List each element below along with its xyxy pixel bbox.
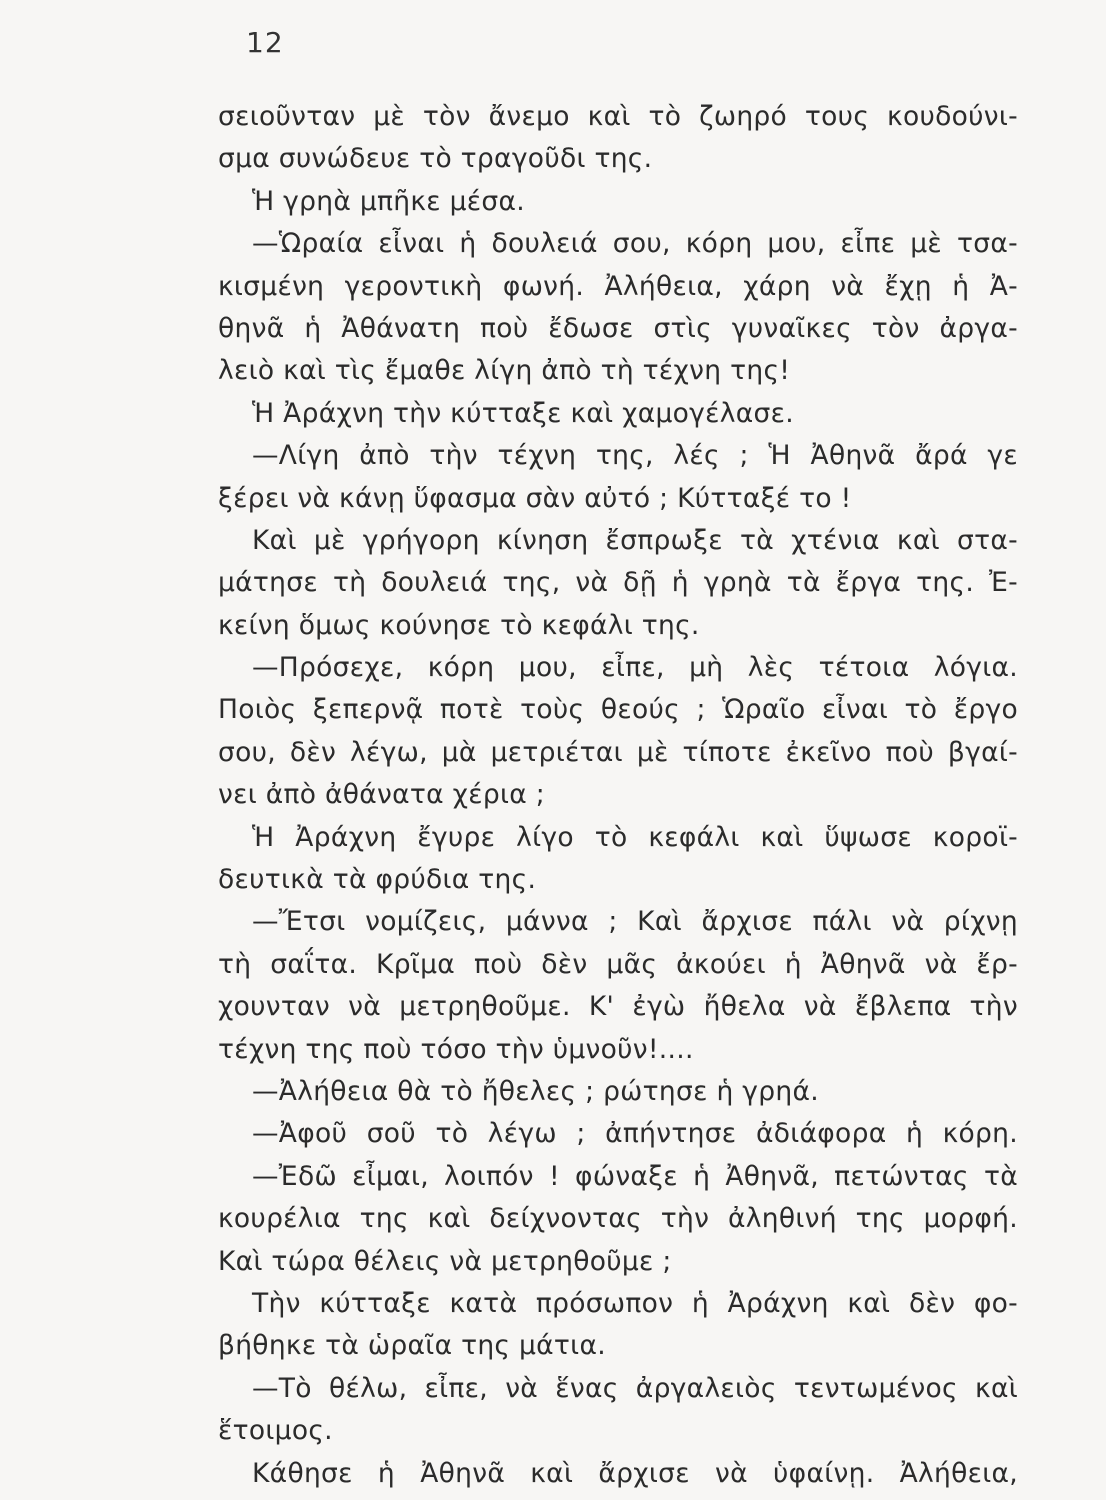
text-line: σειοῦνταν μὲ τὸν ἄνεμο καὶ τὸ ζωηρό τους κουδούνι-	[218, 101, 1018, 132]
text-line: λειὸ καὶ τὶς ἔμαθε λίγη ἀπὸ τὴ τέχνη της!	[218, 355, 791, 387]
text-line: Ἡ γρηὰ μπῆκε μέσα.	[252, 185, 526, 217]
text-line: —Ἐδῶ εἶμαι, λοιπόν ! φώναξε ἡ Ἀθηνᾶ, πετώντας τὰ	[252, 1160, 1018, 1192]
text-line: —Ἀλήθεια θὰ τὸ ἤθελες ; ρώτησε ἡ γρηά.	[252, 1075, 819, 1107]
text-line: κουρέλια της καὶ δείχνοντας τὴν ἀληθινή της μορφή.	[218, 1203, 1018, 1235]
text-line: κισμένη γεροντικὴ φωνή. Ἀλήθεια, χάρη νὰ ἔχῃ ἡ Ἀ-	[218, 270, 1018, 302]
text-line: χουνταν νὰ μετρηθοῦμε. Κ' ἐγὼ ἤθελα νὰ ἔβλεπα τὴν	[218, 991, 1018, 1023]
text-line: ξέρει νὰ κάνῃ ὕφασμα σὰν αὐτό ; Κύτταξέ το !	[218, 482, 852, 514]
text-line: Καὶ μὲ γρήγορη κίνηση ἔσπρωξε τὰ χτένια καὶ στα-	[252, 524, 1018, 556]
text-line: μάτησε τὴ δουλειά της, νὰ δῇ ἡ γρηὰ τὰ ἔργα της. Ἐ-	[218, 567, 1018, 599]
text-line: νει ἀπὸ ἀθάνατα χέρια ;	[218, 779, 545, 811]
text-line: —Τὸ θέλω, εἶπε, νὰ ἕνας ἀργαλειὸς τεντωμένος καὶ	[252, 1372, 1018, 1404]
text-line: βήθηκε τὰ ὡραῖα της μάτια.	[218, 1330, 606, 1362]
text-line: —Πρόσεχε, κόρη μου, εἶπε, μὴ λὲς τέτοια λόγια.	[252, 652, 1018, 684]
text-line: Καὶ τώρα θέλεις νὰ μετρηθοῦμε ;	[218, 1245, 672, 1277]
text-line: ἕτοιμος.	[218, 1415, 333, 1447]
text-line: Ποιὸς ξεπερνᾷ ποτὲ τοὺς θεούς ; Ὡραῖο εἶναι τὸ ἔργο	[218, 694, 1018, 726]
text-line: σμα συνώδευε τὸ τραγοῦδι της.	[218, 143, 653, 175]
text-line: —Λίγη ἀπὸ τὴν τέχνη της, λές ; Ἡ Ἀθηνᾶ ἄρά γε	[252, 440, 1018, 472]
text-line: —Ὡραία εἶναι ἡ δουλειά σου, κόρη μου, εἶπε μὲ τσα-	[252, 228, 1018, 260]
text-line: Ἡ Ἀράχνη τὴν κύτταξε καὶ χαμογέλασε.	[252, 397, 794, 429]
text-line: Ἡ Ἀράχνη ἔγυρε λίγο τὸ κεφάλι καὶ ὕψωσε κοροϊ-	[252, 821, 1018, 853]
text-line: τέχνη της ποὺ τόσο τὴν ὑμνοῦν!....	[218, 1033, 694, 1065]
page-number: 12	[246, 26, 284, 59]
body-text	[218, 96, 1018, 1495]
text-line: σου, δὲν λέγω, μὰ μετριέται μὲ τίποτε ἐκεῖνο ποὺ βγαί-	[218, 736, 1018, 768]
text-line: Τὴν κύτταξε κατὰ πρόσωπον ἡ Ἀράχνη καὶ δὲν φο-	[252, 1287, 1018, 1319]
text-line: —Ἔτσι νομίζεις, μάννα ; Καὶ ἄρχισε πάλι νὰ ρίχνῃ	[252, 906, 1018, 938]
text-line: θηνᾶ ἡ Ἀθάνατη ποὺ ἔδωσε στὶς γυναῖκες τὸν ἀργα-	[218, 312, 1018, 344]
text-line: κείνη ὅμως κούνησε τὸ κεφάλι της.	[218, 609, 700, 641]
text-line: τὴ σαΐτα. Κρῖμα ποὺ δὲν μᾶς ἀκούει ἡ Ἀθηνᾶ νὰ ἔρ-	[218, 948, 1018, 980]
text-line: —Ἀφοῦ σοῦ τὸ λέγω ; ἀπήντησε ἀδιάφορα ἡ κόρη.	[252, 1118, 1018, 1150]
text-line: δευτικὰ τὰ φρύδια της.	[218, 864, 537, 896]
text-line: Κάθησε ἡ Ἀθηνᾶ καὶ ἄρχισε νὰ ὑφαίνῃ. Ἀλήθεια,	[252, 1457, 1018, 1489]
